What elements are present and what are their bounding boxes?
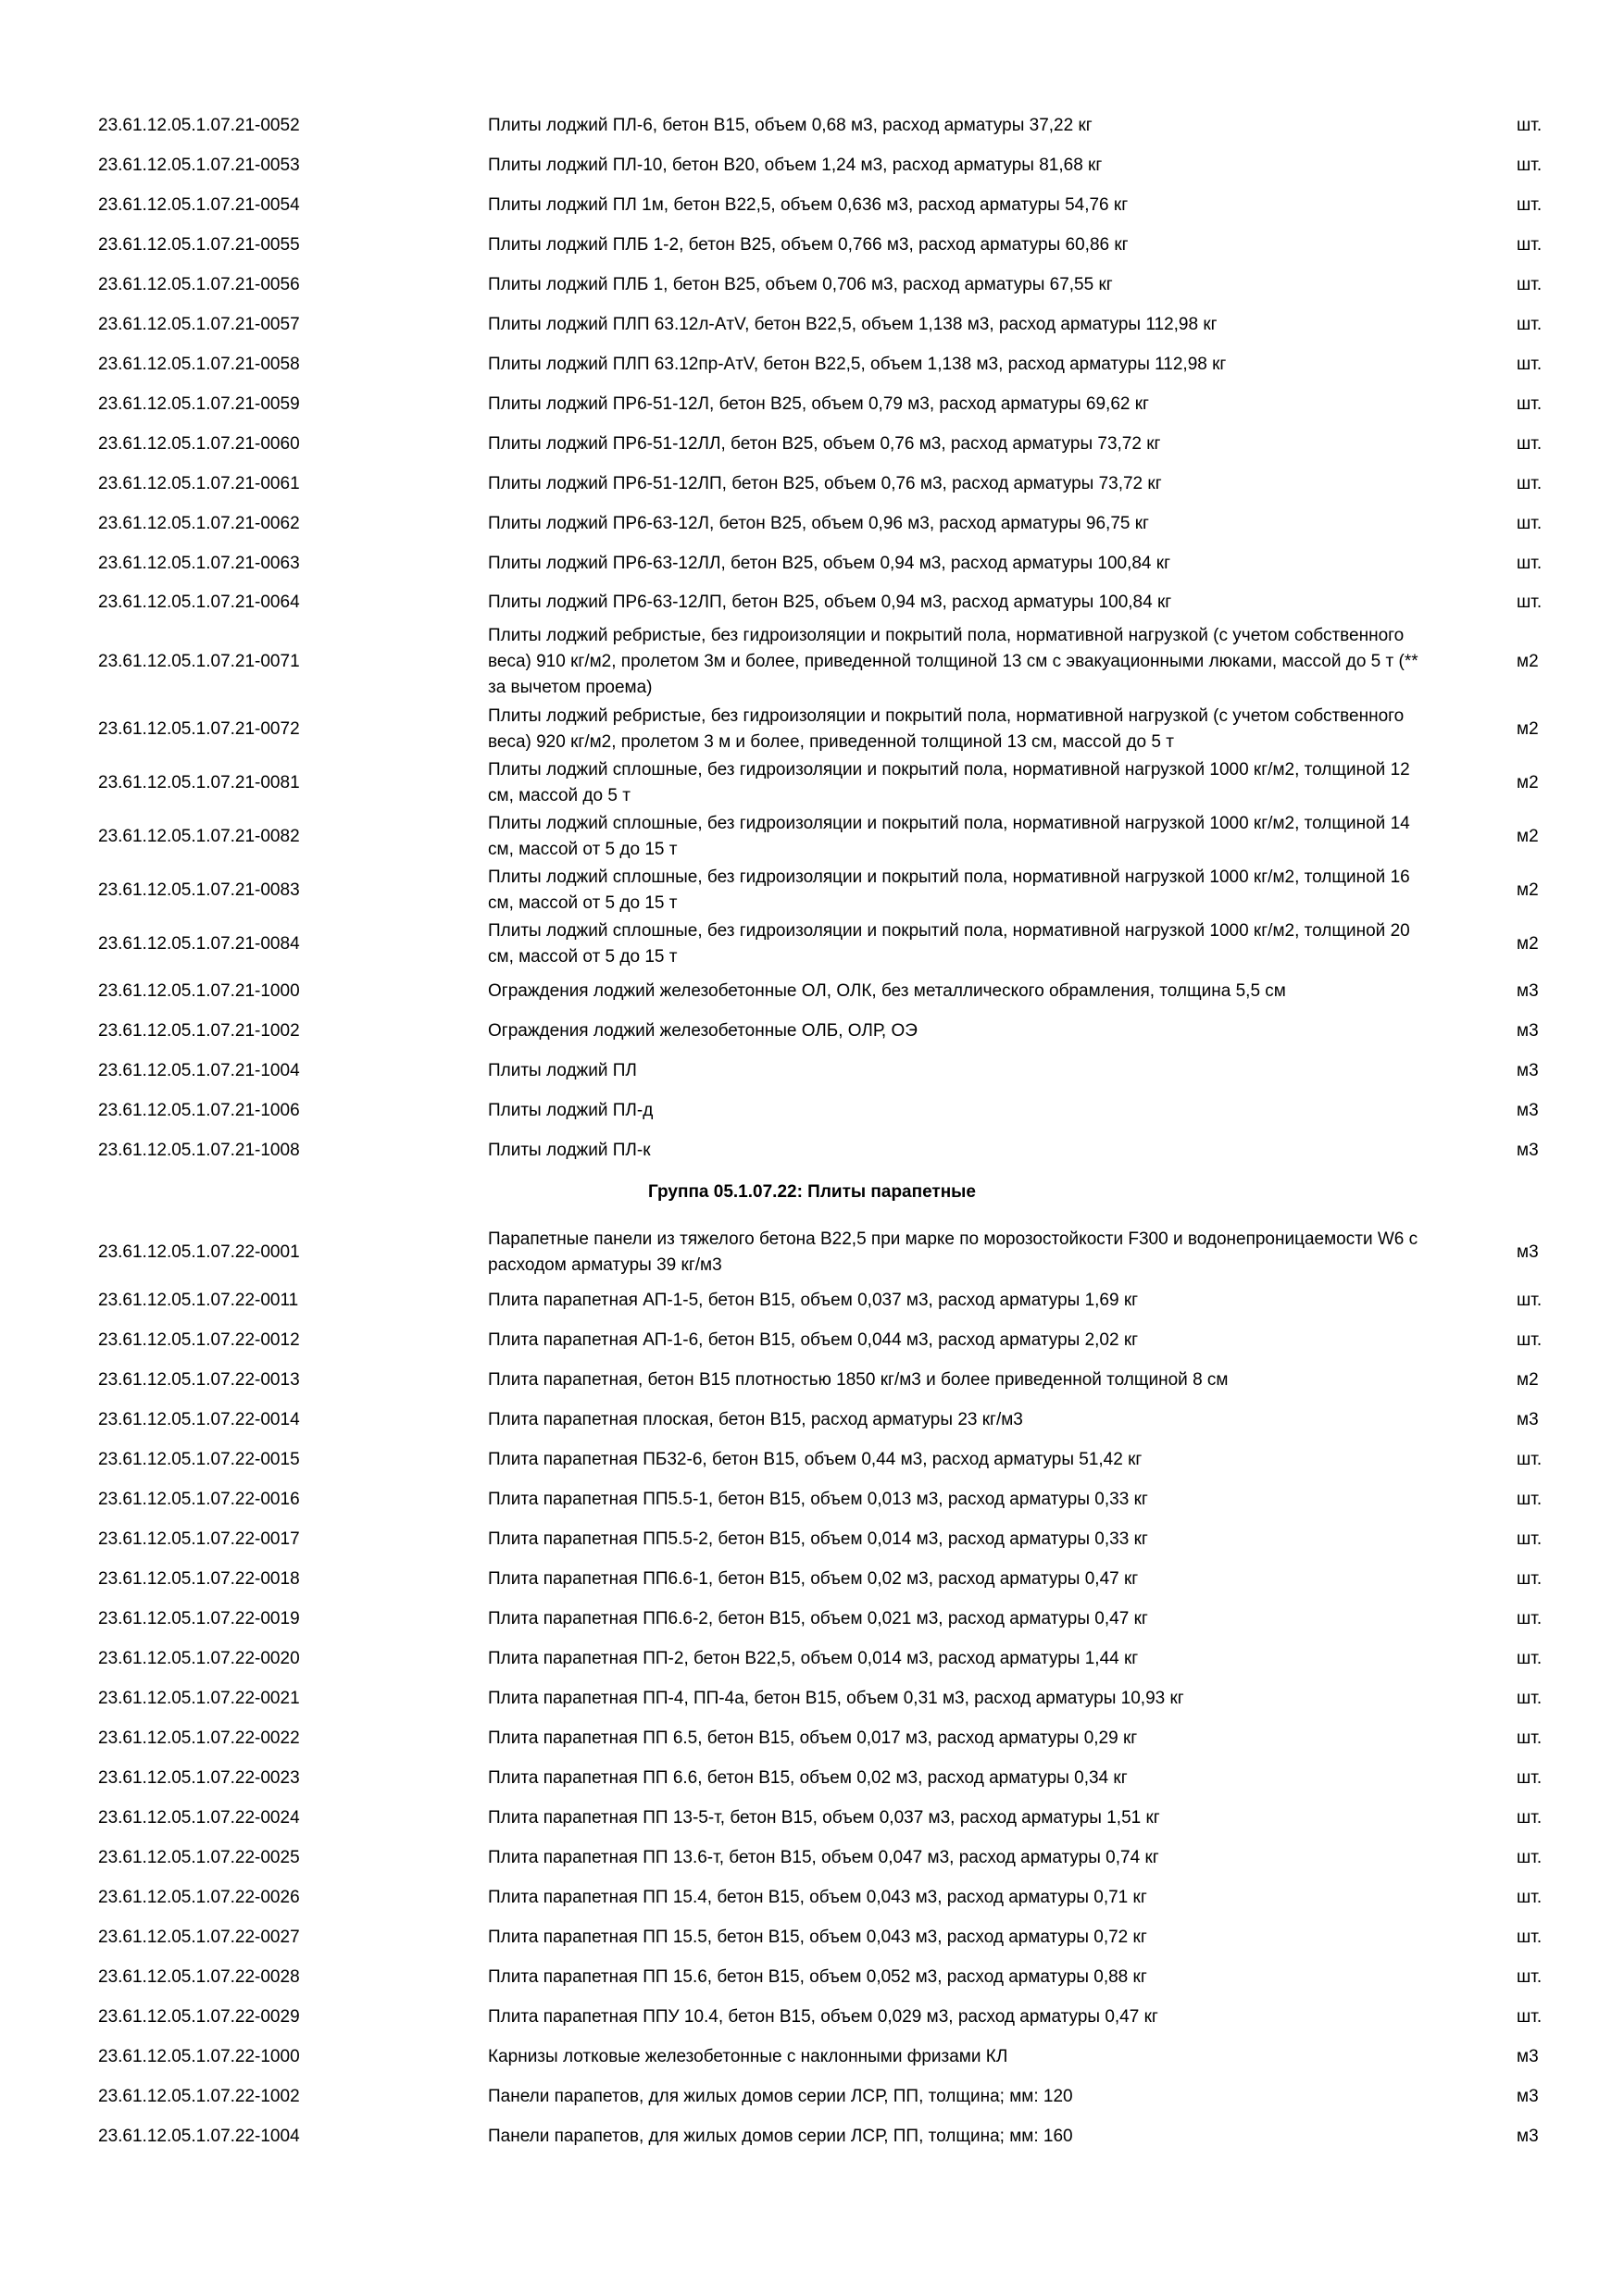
- row-unit: шт.: [1517, 1329, 1543, 1350]
- table-row: [0, 1440, 1624, 1479]
- row-code: 23.61.12.05.1.07.21-1002: [98, 1020, 300, 1041]
- row-description: Плиты лоджий ПЛБ 1, бетон В25, объем 0,706 м3, расход арматуры 67,55 кг: [488, 274, 1113, 294]
- row-description: Плиты лоджий ПР6-51-12ЛЛ, бетон В25, объем 0,76 м3, расход арматуры 73,72 кг: [488, 433, 1161, 454]
- table-row: [0, 1957, 1624, 1997]
- row-code: 23.61.12.05.1.07.21-0052: [98, 115, 300, 135]
- row-unit: шт.: [1517, 393, 1543, 414]
- row-description: Плита парапетная ПП 15.6, бетон В15, объем 0,052 м3, расход арматуры 0,88 кг: [488, 1966, 1147, 1987]
- row-code: 23.61.12.05.1.07.21-0083: [98, 880, 300, 900]
- table-row: [0, 1559, 1624, 1599]
- table-row: [0, 2077, 1624, 2116]
- row-unit: м3: [1517, 1100, 1539, 1120]
- row-description: Парапетные панели из тяжелого бетона В22,5 при марке по морозостойкости F300 и водонепроницаемости W6 с расходом арматуры 39 кг/м3: [488, 1229, 1418, 1275]
- row-code: 23.61.12.05.1.07.21-0071: [98, 652, 300, 671]
- table-row: [0, 1011, 1624, 1051]
- row-code: 23.61.12.05.1.07.21-0053: [98, 155, 300, 175]
- table-row: [0, 1320, 1624, 1360]
- row-description: Ограждения лоджий железобетонные ОЛ, ОЛК, без металлического обрамления, толщина 5,5 см: [488, 980, 1286, 1001]
- table-row: [0, 1639, 1624, 1678]
- table-row: [0, 1878, 1624, 1917]
- row-unit: шт.: [1517, 194, 1543, 215]
- row-description: Плиты лоджий ПЛП 63.12л-AтV, бетон В22,5, объем 1,138 м3, расход арматуры 112,98 кг: [488, 314, 1218, 334]
- row-code: 23.61.12.05.1.07.22-0021: [98, 1688, 300, 1708]
- table-row: [0, 1130, 1624, 1170]
- row-description: Плиты лоджий ПЛ-6, бетон В15, объем 0,68 м3, расход арматуры 37,22 кг: [488, 115, 1093, 135]
- row-code: 23.61.12.05.1.07.22-0016: [98, 1489, 300, 1509]
- table-row: [0, 1798, 1624, 1838]
- row-unit: шт.: [1517, 1648, 1543, 1668]
- table-row: [0, 864, 1624, 917]
- row-unit: м2: [1517, 934, 1539, 954]
- row-description: Карнизы лотковые железобетонные с наклонными фризами КЛ: [488, 2046, 1008, 2066]
- table-row: [0, 1400, 1624, 1440]
- table-row: [0, 1678, 1624, 1718]
- row-code: 23.61.12.05.1.07.21-0061: [98, 473, 300, 493]
- row-description: Плиты лоджий ПЛ 1м, бетон В22,5, объем 0,636 м3, расход арматуры 54,76 кг: [488, 194, 1129, 215]
- row-code: 23.61.12.05.1.07.22-0014: [98, 1409, 300, 1429]
- row-code: 23.61.12.05.1.07.22-0026: [98, 1887, 300, 1907]
- table-row: [0, 621, 1624, 703]
- row-description: Плиты лоджий ПР6-51-12ЛП, бетон В25, объем 0,76 м3, расход арматуры 73,72 кг: [488, 473, 1162, 493]
- row-code: 23.61.12.05.1.07.21-0064: [98, 592, 300, 612]
- table-row: [0, 424, 1624, 464]
- row-description: Плита парапетная ПП6.6-1, бетон В15, объем 0,02 м3, расход арматуры 0,47 кг: [488, 1568, 1139, 1589]
- row-unit: м3: [1517, 980, 1539, 1001]
- row-code: 23.61.12.05.1.07.22-0028: [98, 1966, 300, 1987]
- row-code: 23.61.12.05.1.07.22-1000: [98, 2046, 300, 2066]
- row-unit: шт.: [1517, 592, 1543, 612]
- row-unit: шт.: [1517, 274, 1543, 294]
- row-code: 23.61.12.05.1.07.22-0015: [98, 1449, 300, 1469]
- row-description: Плита парапетная ПП 6.5, бетон В15, объем 0,017 м3, расход арматуры 0,29 кг: [488, 1728, 1138, 1748]
- row-unit: шт.: [1517, 1847, 1543, 1867]
- table-row: [0, 185, 1624, 225]
- row-description: Плиты лоджий ПЛП 63.12пр-AтV, бетон В22,5, объем 1,138 м3, расход арматуры 112,98 кг: [488, 354, 1227, 374]
- row-unit: м2: [1517, 652, 1539, 671]
- row-unit: шт.: [1517, 473, 1543, 493]
- row-unit: м3: [1517, 2086, 1539, 2106]
- row-code: 23.61.12.05.1.07.21-0060: [98, 433, 300, 454]
- row-description: Плиты лоджий ПЛ-д: [488, 1100, 654, 1120]
- row-description: Панели парапетов, для жилых домов серии ЛСР, ПП, толщина; мм: 120: [488, 2086, 1073, 2106]
- row-unit: м3: [1517, 1140, 1539, 1160]
- row-code: 23.61.12.05.1.07.22-1002: [98, 2086, 300, 2106]
- row-code: 23.61.12.05.1.07.21-1000: [98, 980, 300, 1001]
- row-unit: м3: [1517, 1060, 1539, 1080]
- row-description: Плита парапетная ПП 15.5, бетон В15, объем 0,043 м3, расход арматуры 0,72 кг: [488, 1927, 1147, 1947]
- row-code: 23.61.12.05.1.07.21-1004: [98, 1060, 300, 1080]
- row-description: Плита парапетная, бетон В15 плотностью 1850 кг/м3 и более приведенной толщиной 8 см: [488, 1369, 1229, 1390]
- row-description: Плиты лоджий ПЛ-10, бетон В20, объем 1,24 м3, расход арматуры 81,68 кг: [488, 155, 1103, 175]
- table-row: [0, 703, 1624, 756]
- row-code: 23.61.12.05.1.07.22-0029: [98, 2006, 300, 2027]
- row-code: 23.61.12.05.1.07.21-0059: [98, 393, 300, 414]
- row-unit: м3: [1517, 1242, 1539, 1262]
- table-row: [0, 2037, 1624, 2077]
- row-description: Плита парапетная ПП-4, ПП-4а, бетон В15, объем 0,31 м3, расход арматуры 10,93 кг: [488, 1688, 1184, 1708]
- table-row: [0, 810, 1624, 864]
- row-unit: шт.: [1517, 433, 1543, 454]
- row-description: Плиты лоджий ПР6-63-12ЛЛ, бетон В25, объем 0,94 м3, расход арматуры 100,84 кг: [488, 553, 1171, 573]
- row-code: 23.61.12.05.1.07.22-0020: [98, 1648, 300, 1668]
- row-unit: шт.: [1517, 1608, 1543, 1628]
- row-unit: шт.: [1517, 1489, 1543, 1509]
- row-code: 23.61.12.05.1.07.22-0022: [98, 1728, 300, 1748]
- row-unit: шт.: [1517, 2006, 1543, 2027]
- row-unit: шт.: [1517, 1290, 1543, 1310]
- row-code: 23.61.12.05.1.07.22-0023: [98, 1767, 300, 1788]
- row-code: 23.61.12.05.1.07.21-0057: [98, 314, 300, 334]
- table-row: [0, 1051, 1624, 1091]
- row-unit: шт.: [1517, 1449, 1543, 1469]
- row-description: Плиты лоджий ребристые, без гидроизоляции и покрытий пола, нормативной нагрузкой (с учетом собственного веса) 920 кг/м2, пролетом 3 м и более, приведенной толщиной 13 см, массой до 5 т: [488, 706, 1405, 752]
- row-description: Плиты лоджий ПЛБ 1-2, бетон В25, объем 0,766 м3, расход арматуры 60,86 кг: [488, 234, 1129, 255]
- row-unit: м2: [1517, 719, 1539, 739]
- row-description: Плита парапетная ППУ 10.4, бетон В15, объем 0,029 м3, расход арматуры 0,47 кг: [488, 2006, 1158, 2027]
- table-row: [0, 344, 1624, 384]
- row-unit: м2: [1517, 773, 1539, 792]
- row-code: 23.61.12.05.1.07.22-0024: [98, 1807, 300, 1828]
- row-description: Плита парапетная ПП-2, бетон В22,5, объем 0,014 м3, расход арматуры 1,44 кг: [488, 1648, 1139, 1668]
- row-description: Плиты лоджий сплошные, без гидроизоляции и покрытий пола, нормативной нагрузкой 1000 кг/м2, толщиной 14 см, массой от 5 до 15 т: [488, 814, 1410, 859]
- table-row: [0, 1360, 1624, 1400]
- price-table-section-2: [0, 1224, 1624, 2156]
- row-unit: шт.: [1517, 553, 1543, 573]
- row-description: Плиты лоджий сплошные, без гидроизоляции и покрытий пола, нормативной нагрузкой 1000 кг/м2, толщиной 12 см, массой до 5 т: [488, 760, 1410, 805]
- table-row: [0, 1599, 1624, 1639]
- row-unit: м3: [1517, 1020, 1539, 1041]
- row-description: Плита парапетная плоская, бетон В15, расход арматуры 23 кг/м3: [488, 1409, 1023, 1429]
- row-description: Плита парапетная ПП 13-5-т, бетон В15, объем 0,037 м3, расход арматуры 1,51 кг: [488, 1807, 1160, 1828]
- table-row: [0, 1224, 1624, 1280]
- table-row: [0, 971, 1624, 1011]
- row-code: 23.61.12.05.1.07.21-0055: [98, 234, 300, 255]
- row-code: 23.61.12.05.1.07.21-0081: [98, 773, 300, 792]
- row-code: 23.61.12.05.1.07.22-0012: [98, 1329, 300, 1350]
- row-unit: шт.: [1517, 513, 1543, 533]
- row-unit: шт.: [1517, 1966, 1543, 1987]
- row-description: Ограждения лоджий железобетонные ОЛБ, ОЛР, ОЭ: [488, 1020, 918, 1041]
- table-row: [0, 2116, 1624, 2156]
- row-unit: шт.: [1517, 1568, 1543, 1589]
- row-code: 23.61.12.05.1.07.22-0027: [98, 1927, 300, 1947]
- row-unit: шт.: [1517, 1767, 1543, 1788]
- row-description: Плиты лоджий ПЛ: [488, 1060, 637, 1080]
- table-row: [0, 305, 1624, 344]
- row-unit: шт.: [1517, 1728, 1543, 1748]
- row-code: 23.61.12.05.1.07.21-0084: [98, 934, 300, 954]
- table-row: [0, 145, 1624, 185]
- row-unit: шт.: [1517, 1688, 1543, 1708]
- row-unit: м2: [1517, 880, 1539, 900]
- row-code: 23.61.12.05.1.07.22-0011: [98, 1290, 299, 1310]
- row-unit: шт.: [1517, 1529, 1543, 1549]
- row-unit: шт.: [1517, 354, 1543, 374]
- row-description: Плита парапетная ПП 6.6, бетон В15, объем 0,02 м3, расход арматуры 0,34 кг: [488, 1767, 1128, 1788]
- row-code: 23.61.12.05.1.07.21-1008: [98, 1140, 300, 1160]
- row-code: 23.61.12.05.1.07.21-1006: [98, 1100, 300, 1120]
- row-description: Плита парапетная ПП5.5-1, бетон В15, объем 0,013 м3, расход арматуры 0,33 кг: [488, 1489, 1148, 1509]
- row-unit: шт.: [1517, 1807, 1543, 1828]
- table-row: [0, 917, 1624, 971]
- row-unit: м3: [1517, 1409, 1539, 1429]
- row-description: Плита парапетная АП-1-5, бетон В15, объем 0,037 м3, расход арматуры 1,69 кг: [488, 1290, 1139, 1310]
- table-row: [0, 504, 1624, 543]
- table-row: [0, 1997, 1624, 2037]
- table-row: [0, 1917, 1624, 1957]
- price-table-section-1: [0, 106, 1624, 1170]
- table-row: [0, 1519, 1624, 1559]
- table-row: [0, 543, 1624, 583]
- row-description: Плиты лоджий ПР6-63-12Л, бетон В25, объем 0,96 м3, расход арматуры 96,75 кг: [488, 513, 1149, 533]
- row-unit: шт.: [1517, 1927, 1543, 1947]
- row-code: 23.61.12.05.1.07.21-0072: [98, 719, 300, 739]
- row-description: Плита парапетная ПБ32-6, бетон В15, объем 0,44 м3, расход арматуры 51,42 кг: [488, 1449, 1143, 1469]
- row-code: 23.61.12.05.1.07.22-1004: [98, 2126, 300, 2146]
- row-description: Плита парапетная ПП6.6-2, бетон В15, объем 0,021 м3, расход арматуры 0,47 кг: [488, 1608, 1148, 1628]
- table-row: [0, 265, 1624, 305]
- table-row: [0, 1758, 1624, 1798]
- row-description: Плиты лоджий сплошные, без гидроизоляции и покрытий пола, нормативной нагрузкой 1000 кг/м2, толщиной 20 см, массой от 5 до 15 т: [488, 921, 1410, 967]
- row-description: Плита парапетная ПП 15.4, бетон В15, объем 0,043 м3, расход арматуры 0,71 кг: [488, 1887, 1147, 1907]
- row-unit: шт.: [1517, 234, 1543, 255]
- row-description: Плиты лоджий ребристые, без гидроизоляции и покрытий пола, нормативной нагрузкой (с учетом собственного веса) 910 кг/м2, пролетом 3м и более, приведенной толщиной 13 см с эвакуационными люками, массой до 5 т (** за вычетом проема): [488, 626, 1418, 697]
- row-unit: м2: [1517, 1369, 1539, 1390]
- row-code: 23.61.12.05.1.07.22-0017: [98, 1529, 300, 1549]
- row-code: 23.61.12.05.1.07.22-0025: [98, 1847, 300, 1867]
- row-description: Плиты лоджий ПР6-63-12ЛП, бетон В25, объем 0,94 м3, расход арматуры 100,84 кг: [488, 592, 1172, 612]
- row-code: 23.61.12.05.1.07.21-0054: [98, 194, 300, 215]
- row-code: 23.61.12.05.1.07.22-0001: [98, 1242, 300, 1262]
- table-row: [0, 1280, 1624, 1320]
- group-heading: Группа 05.1.07.22: Плиты парапетные: [648, 1182, 976, 1202]
- row-description: Плита парапетная АП-1-6, бетон В15, объем 0,044 м3, расход арматуры 2,02 кг: [488, 1329, 1139, 1350]
- row-description: Плиты лоджий ПЛ-к: [488, 1140, 651, 1160]
- row-code: 23.61.12.05.1.07.22-0019: [98, 1608, 300, 1628]
- table-row: [0, 464, 1624, 504]
- table-row: [0, 1718, 1624, 1758]
- row-unit: м3: [1517, 2126, 1539, 2146]
- row-unit: м3: [1517, 2046, 1539, 2066]
- row-code: 23.61.12.05.1.07.21-0082: [98, 827, 300, 846]
- row-description: Плиты лоджий сплошные, без гидроизоляции и покрытий пола, нормативной нагрузкой 1000 кг/м2, толщиной 16 см, массой от 5 до 15 т: [488, 867, 1410, 913]
- row-description: Плита парапетная ПП5.5-2, бетон В15, объем 0,014 м3, расход арматуры 0,33 кг: [488, 1529, 1148, 1549]
- row-unit: шт.: [1517, 155, 1543, 175]
- table-row: [0, 1838, 1624, 1878]
- row-code: 23.61.12.05.1.07.21-0062: [98, 513, 300, 533]
- row-code: 23.61.12.05.1.07.21-0063: [98, 553, 300, 573]
- row-code: 23.61.12.05.1.07.21-0056: [98, 274, 300, 294]
- table-row: [0, 225, 1624, 265]
- row-description: Плиты лоджий ПР6-51-12Л, бетон В25, объем 0,79 м3, расход арматуры 69,62 кг: [488, 393, 1149, 414]
- row-description: Панели парапетов, для жилых домов серии ЛСР, ПП, толщина; мм: 160: [488, 2126, 1073, 2146]
- table-row: [0, 106, 1624, 145]
- row-code: 23.61.12.05.1.07.22-0013: [98, 1369, 300, 1390]
- table-row: [0, 583, 1624, 621]
- table-row: [0, 1091, 1624, 1130]
- table-row: [0, 384, 1624, 424]
- row-unit: шт.: [1517, 1887, 1543, 1907]
- row-code: 23.61.12.05.1.07.22-0018: [98, 1568, 300, 1589]
- row-unit: м2: [1517, 827, 1539, 846]
- row-unit: шт.: [1517, 314, 1543, 334]
- row-description: Плита парапетная ПП 13.6-т, бетон В15, объем 0,047 м3, расход арматуры 0,74 кг: [488, 1847, 1159, 1867]
- row-code: 23.61.12.05.1.07.21-0058: [98, 354, 300, 374]
- table-row: [0, 756, 1624, 810]
- row-unit: шт.: [1517, 115, 1543, 135]
- table-row: [0, 1479, 1624, 1519]
